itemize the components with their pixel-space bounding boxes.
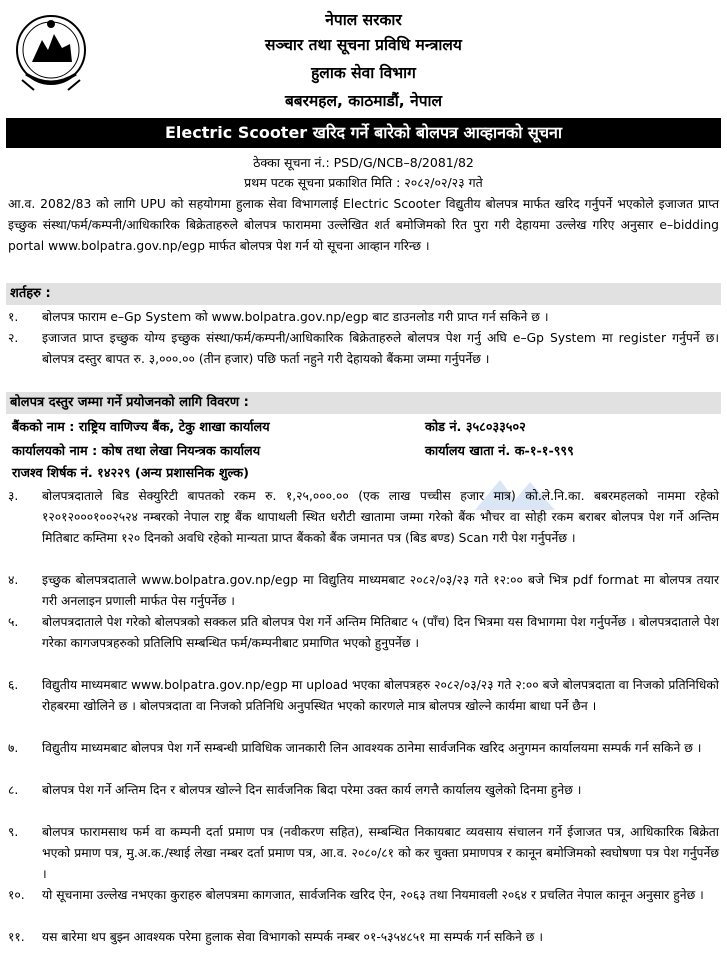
list-item <box>8 927 719 948</box>
list-item <box>8 328 719 370</box>
item-number: ३. <box>8 489 19 503</box>
item-text: बोलपत्रदाताले बिड सेक्युरिटी बापतको रकम रु. १,२५,०००.०० (एक लाख पच्चीस हजार मात्र) को.ले.नि.का. बबरमहलको नाममा रहेको १२०१२०००१००२५२४ नम्बरको नेपाल राष्ट्र बैंक थापाथली स्थित धरौटी खातामा जम्मा गरेको बैंक भौचर वा सोही रकम बराबर बोलपत्र पेश गर्ने अन्तिम मितिबाट कम्तिमा १२० दिनको अवधि रहेको मान्यता प्राप्त बैंकको बैंक जमानत पत्र (बिड बण्ड) Scan गरी पेश गर्नुपर्नेछ । <box>42 489 719 545</box>
bank-code: कोड नं. ३५८०३३५०२ <box>425 420 526 435</box>
department-address: बबरमहल, काठमाडौं, नेपाल <box>284 92 443 110</box>
item-number: ८. <box>8 783 19 797</box>
item-number: २. <box>8 331 19 345</box>
revenue-head: राजश्व शिर्षक नं. १४२२९ (अन्य प्रशासनिक शुल्क) <box>12 466 249 481</box>
item-number: १०. <box>8 888 25 902</box>
list-item <box>8 570 719 612</box>
office-account: कार्यालय खाता नं. क-१-१-९९९ <box>425 444 574 459</box>
list-item <box>8 738 719 759</box>
list-item <box>8 780 719 801</box>
list-item <box>8 822 719 885</box>
item-text: बोलपत्र पेश गर्ने अन्तिम दिन र बोलपत्र खोल्ने दिन सार्वजनिक बिदा परेमा उक्त कार्य लगत्तै कार्यालय खुलेको दिनमा हुनेछ । <box>42 783 582 797</box>
list-item <box>8 675 719 717</box>
list-item <box>8 885 719 906</box>
list-item <box>8 307 719 328</box>
list-item <box>8 486 719 549</box>
govt-name: नेपाल सरकार <box>325 11 402 29</box>
terms-heading: शर्तहरु : <box>6 283 721 305</box>
item-text: यो सूचनामा उल्लेख नभएका कुराहरु बोलपत्रमा कागजात, सार्वजनिक खरिद ऐन, २०६३ तथा नियमावली २०६४ र प्रचलित नेपाल कानून अनुसार हुनेछ । <box>42 888 704 902</box>
item-text: इच्छुक बोलपत्रदाताले www.bolpatra.gov.np/egp मा विद्युतिय माध्यमबाट २०८२/०३/२३ गते १२:०० बजे भित्र pdf format मा बोलपत्र तयार गरी अनलाइन प्रणाली मार्फत पेस गर्नुपर्नेछ । <box>42 573 719 608</box>
notice-title: Electric Scooter खरिद गर्ने बारेको बोलपत्र आव्हानको सूचना <box>6 118 721 148</box>
list-item <box>8 612 719 654</box>
letterhead <box>0 0 727 118</box>
item-number: ९. <box>8 825 19 839</box>
item-text: विद्युतीय माध्यमबाट www.bolpatra.gov.np/egp मा upload भएका बोलपत्रहरु २०८२/०३/२३ गते २:०० बजे बोलपत्रदाता वा निजको प्रतिनिधिको रोहबरमा खोलिने छ । बोलपत्रदाता वा निजको प्रतिनिधि अनुपस्थित भएको कारणले मात्र बोलपत्र खोल्ने कार्यमा बाधा पर्ने छैन । <box>42 678 719 713</box>
item-number: ७. <box>8 741 19 755</box>
tender-number: ठेक्का सूचना नं.: PSD/G/NCB–8/2081/82 <box>253 155 474 170</box>
item-text: इजाजत प्राप्त इच्छुक योग्य इच्छुक संस्था/फर्म/कम्पनी/आधिकारिक बिक्रेताहरुले बोलपत्र पेश गर्नु अघि e–Gp System मा register गर्नुपर्ने छ। बोलपत्र दस्तुर बापत रु. ३,०००.०० (तीन हजार) पछि फर्ता नहुने गरी देहायको बैंकमा जम्मा गर्नुपर्नेछ । <box>42 331 719 366</box>
item-number: ५. <box>8 615 19 629</box>
bank-name: बैंकको नाम : राष्ट्रिय वाणिज्य बैंक, टेकु शाखा कार्यालय <box>12 420 270 435</box>
office-name: कार्यालयको नाम : कोष तथा लेखा नियन्त्रक कार्यालय <box>12 444 261 459</box>
item-text: यस बारेमा थप बुझ्न आवश्यक परेमा हुलाक सेवा विभागको सम्पर्क नम्बर ०१-५३५४८५१ मा सम्पर्क गर्न सकिने छ । <box>42 930 543 944</box>
publish-date: प्रथम पटक सूचना प्रकाशित मिति : २०८२/०२/२३ गते <box>244 175 483 190</box>
item-text: विद्युतीय माध्यमबाट बोलपत्र पेश गर्ने सम्बन्धी प्राविधिक जानकारी लिन आवश्यक ठानेमा सार्वजनिक खरिद अनुगमन कार्यालयमा सम्पर्क गर्न सकिने छ । <box>42 741 702 755</box>
item-text: बोलपत्र फारामसाथ फर्म वा कम्पनी दर्ता प्रमाण पत्र (नवीकरण सहित), सम्बन्धित निकायबाट व्यवसाय संचालन गर्ने ईजाजत पत्र, आधिकारिक बिक्रेता भएको प्रमाण पत्र, मु.अ.क./स्थाई लेखा नम्बर दर्ता प्रमाण पत्र, आ.व. २०८०/८१ को कर चुक्ता प्रमाणपत्र र कानून बमोजिमको स्वघोषणा पत्र पेश गर्नुपर्नेछ । <box>42 825 719 881</box>
intro-paragraph: आ.व. 2082/83 को लागि UPU को सहयोगमा हुलाक सेवा विभागलाई Electric Scooter विद्युतीय बोलपत्र मार्फत खरिद गर्नुपर्ने भएकोले इजाजत प्राप्त इच्छुक संस्था/फर्म/कम्पनी/आधिकारिक बिक्रेताहरुले बोलपत्र फाराममा उल्लेखित शर्त बमोजिमको रित पुरा गरी देहायमा उल्लेख गरिए अनुसार e–bidding portal www.bolpatra.gov.np/egp मार्फत बोलपत्र पेश गर्न यो सूचना आव्हान गरिन्छ । <box>8 197 719 253</box>
item-number: ४. <box>8 573 19 587</box>
item-number: ६. <box>8 678 19 692</box>
item-text: बोलपत्र फाराम e–Gp System को www.bolpatra.gov.np/egp बाट डाउनलोड गरी प्राप्त गर्न सकिने छ । <box>42 310 549 324</box>
ministry-name: सञ्चार तथा सूचना प्रविधि मन्त्रालय <box>265 36 462 54</box>
fee-heading: बोलपत्र दस्तुर जम्मा गर्ने प्रयोजनको लागि विवरण : <box>6 392 721 414</box>
item-text: बोलपत्रदाताले पेश गरेको बोलपत्रको सक्कल प्रति बोलपत्र पेश गर्ने अन्तिम मितिबाट ५ (पाँच) दिन भित्रमा यस विभागमा पेश गर्नुपर्नेछ । बोलपत्रदाताले पेश गरेका कागजपत्रहरुको प्रतिलिपि सम्बन्धित फर्म/कम्पनीबाट प्रमाणित भएको हुनुपर्नेछ । <box>42 615 719 650</box>
department-name: हुलाक सेवा विभाग <box>311 64 416 82</box>
item-number: १. <box>8 310 19 324</box>
item-number: ११. <box>8 930 25 944</box>
